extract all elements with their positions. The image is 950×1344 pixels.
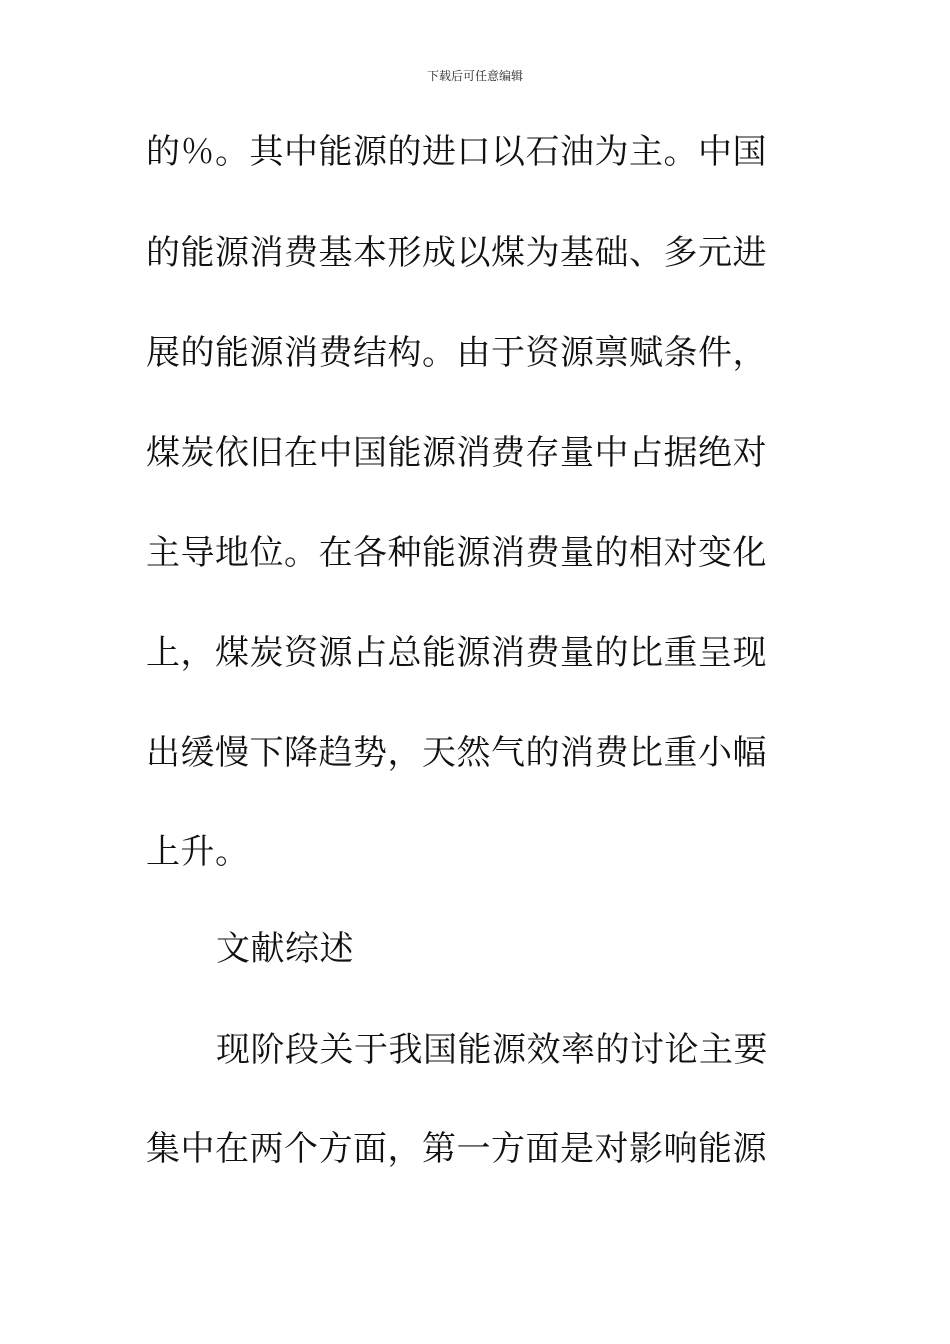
header-note: 下载后可任意编辑	[426, 69, 523, 83]
section-heading: 文献综述	[216, 929, 354, 969]
body-line: 的％。其中能源的进口以石油为主。中国	[146, 132, 767, 172]
body-line: 主导地位。在各种能源消费量的相对变化	[146, 533, 767, 573]
body-line: 上，煤炭资源占总能源消费量的比重呈现	[146, 633, 767, 673]
body-line: 上升。	[146, 832, 250, 872]
body-line: 展的能源消费结构。由于资源禀赋条件，	[146, 333, 767, 373]
body-line: 现阶段关于我国能源效率的讨论主要	[216, 1030, 768, 1070]
body-line: 煤炭依旧在中国能源消费存量中占据绝对	[146, 433, 767, 473]
body-line: 出缓慢下降趋势，天然气的消费比重小幅	[146, 733, 767, 773]
body-line: 的能源消费基本形成以煤为基础、多元进	[146, 233, 767, 273]
body-line: 集中在两个方面，第一方面是对影响能源	[146, 1129, 767, 1169]
